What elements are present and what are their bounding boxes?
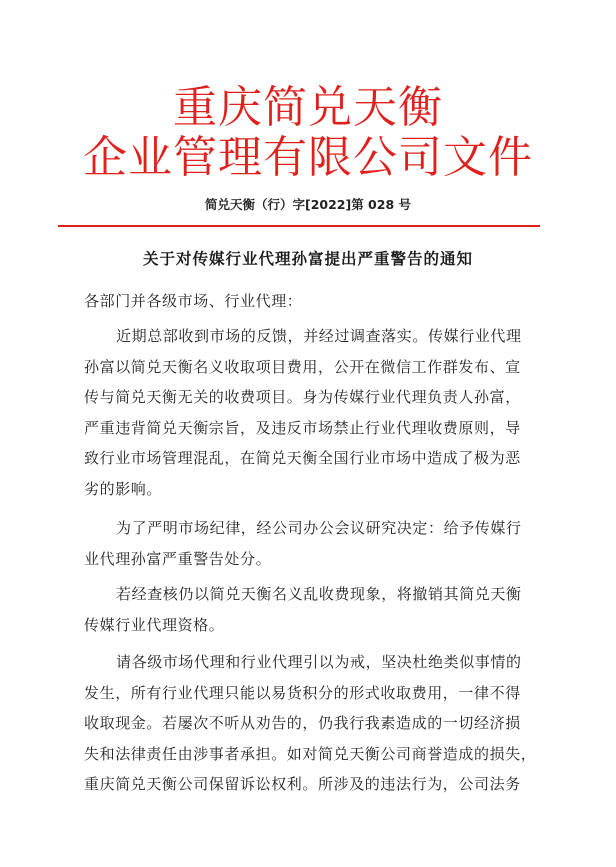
paragraph-line: 重庆简兑天衡公司保留诉讼权利。所涉及的违法行为，公司法务 [84,775,521,793]
paragraph-line: 失和法律责任由涉事者承担。如对简兑天衡公司商誉造成的损失， [84,744,537,763]
paragraph-line: 传媒行业代理资格。 [84,615,225,634]
notice-subject: 关于对传媒行业代理孙富提出严重警告的通知 [142,249,473,268]
paragraph-line: 致行业市场管理混乱，在简兑天衡全国行业市场中造成了极为恶 [84,449,521,467]
paragraph-line: 请各级市场代理和行业代理引以为戒，坚决杜绝类似事情的 [116,653,522,671]
paragraph-1 [84,321,544,504]
paragraph-line: 严重违背简兑天衡宗旨，及违反市场禁止行业代理收费原则，导 [84,418,521,437]
document-title-line-1: 重庆简兑天衡 [173,82,443,133]
paragraph-line: 近期总部收到市场的反馈，并经过调查落实。传媒行业代理 [116,327,522,345]
paragraph-line: 发生，所有行业代理只能以易货积分的形式收取费用，一律不得 [84,683,521,702]
paragraph-line: 传与简兑天衡无关的收费项目。身为传媒行业代理负责人孙富， [84,388,521,406]
document-title-line-2: 企业管理有限公司文件 [83,132,533,183]
paragraph-line: 若经查核仍以简兑天衡名义乱收费现象，将撤销其简兑天衡 [116,585,522,603]
paragraph-line: 收取现金。若屡次不听从劝告的，仍我行我素造成的一切经济损 [84,714,521,732]
document-number: 简兑天衡（行）字[2022]第 028 号 [204,197,411,212]
salutation-block [84,286,544,317]
paragraph-line: 劣的影响。 [84,479,163,498]
paragraph-4 [84,647,544,800]
paragraph-2 [84,513,544,574]
paragraph-line: 业代理孙富严重警告处分。 [84,549,272,568]
salutation: 各部门并各级市场、行业代理： [84,292,303,310]
paragraph-3 [84,579,544,640]
paragraph-line: 为了严明市场纪律，经公司办公会议研究决定：给予传媒行 [116,519,522,537]
paragraph-line: 孙富以简兑天衡名义收取项目费用，公开在微信工作群发布、宣 [84,357,521,376]
red-divider-line [58,225,540,227]
